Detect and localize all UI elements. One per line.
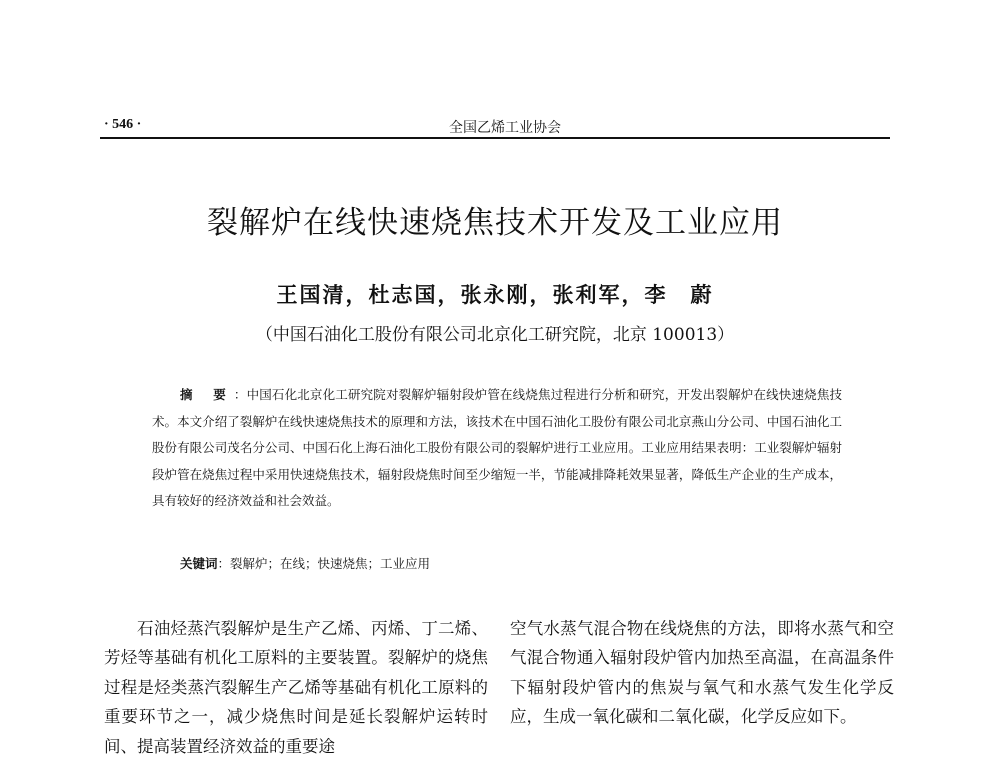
affiliation: （中国石油化工股份有限公司北京化工研究院，北京 100013）	[255, 325, 735, 345]
header-divider	[100, 137, 890, 139]
abstract	[152, 382, 842, 515]
abstract-label: 摘 要	[180, 387, 234, 402]
page-number: · 546 ·	[104, 117, 142, 132]
keywords-label: 关键词	[180, 556, 218, 571]
abstract-text: 中国石化北京化工研究院对裂解炉辐射段炉管在线烧焦过程进行分析和研究，开发出裂解炉在线快速烧焦技术。本文介绍了裂解炉在线快速烧焦技术的原理和方法，该技术在中国石油化工股份有限公司北京燕山分公司、中国石油化工股份有限公司茂名分公司、中国石化上海石油化工股份有限公司的裂解炉进行工业应用。工业应用结果表明：工业裂解炉辐射段炉管在烧焦过程中采用快速烧焦技术，辐射段烧焦时间至少缩短一半，节能减排降耗效果显著，降低生产企业的生产成本，具有较好的经济效益和社会效益。	[152, 387, 842, 508]
running-header: 全国乙烯工业协会	[449, 120, 561, 136]
keywords-text: 裂解炉；在线；快速烧焦；工业应用	[230, 556, 431, 571]
abstract-colon: ：	[233, 387, 247, 402]
keywords	[180, 552, 840, 576]
body-right-column: 空气水蒸气混合物在线烧焦的方法，即将水蒸气和空气混合物通入辐射段炉管内加热至高温，在高温条件下辐射段炉管内的焦炭与氧气和水蒸气发生化学反应，生成一氧化碳和二氧化碳，化学反应如下。	[510, 619, 894, 727]
body-left-column: 石油烃蒸汽裂解炉是生产乙烯、丙烯、丁二烯、芳烃等基础有机化工原料的主要装置。裂解炉的烧焦过程是烃类蒸汽裂解生产乙烯等基础有机化工原料的重要环节之一，减少烧焦时间是延长裂解炉运转时间、提高装置经济效益的重要途	[104, 619, 488, 756]
author-list: 王国清，杜志国，张永刚，张利军，李 蔚	[276, 282, 714, 307]
keywords-colon: ：	[217, 556, 231, 571]
paper-title: 裂解炉在线快速烧焦技术开发及工业应用	[207, 205, 783, 241]
